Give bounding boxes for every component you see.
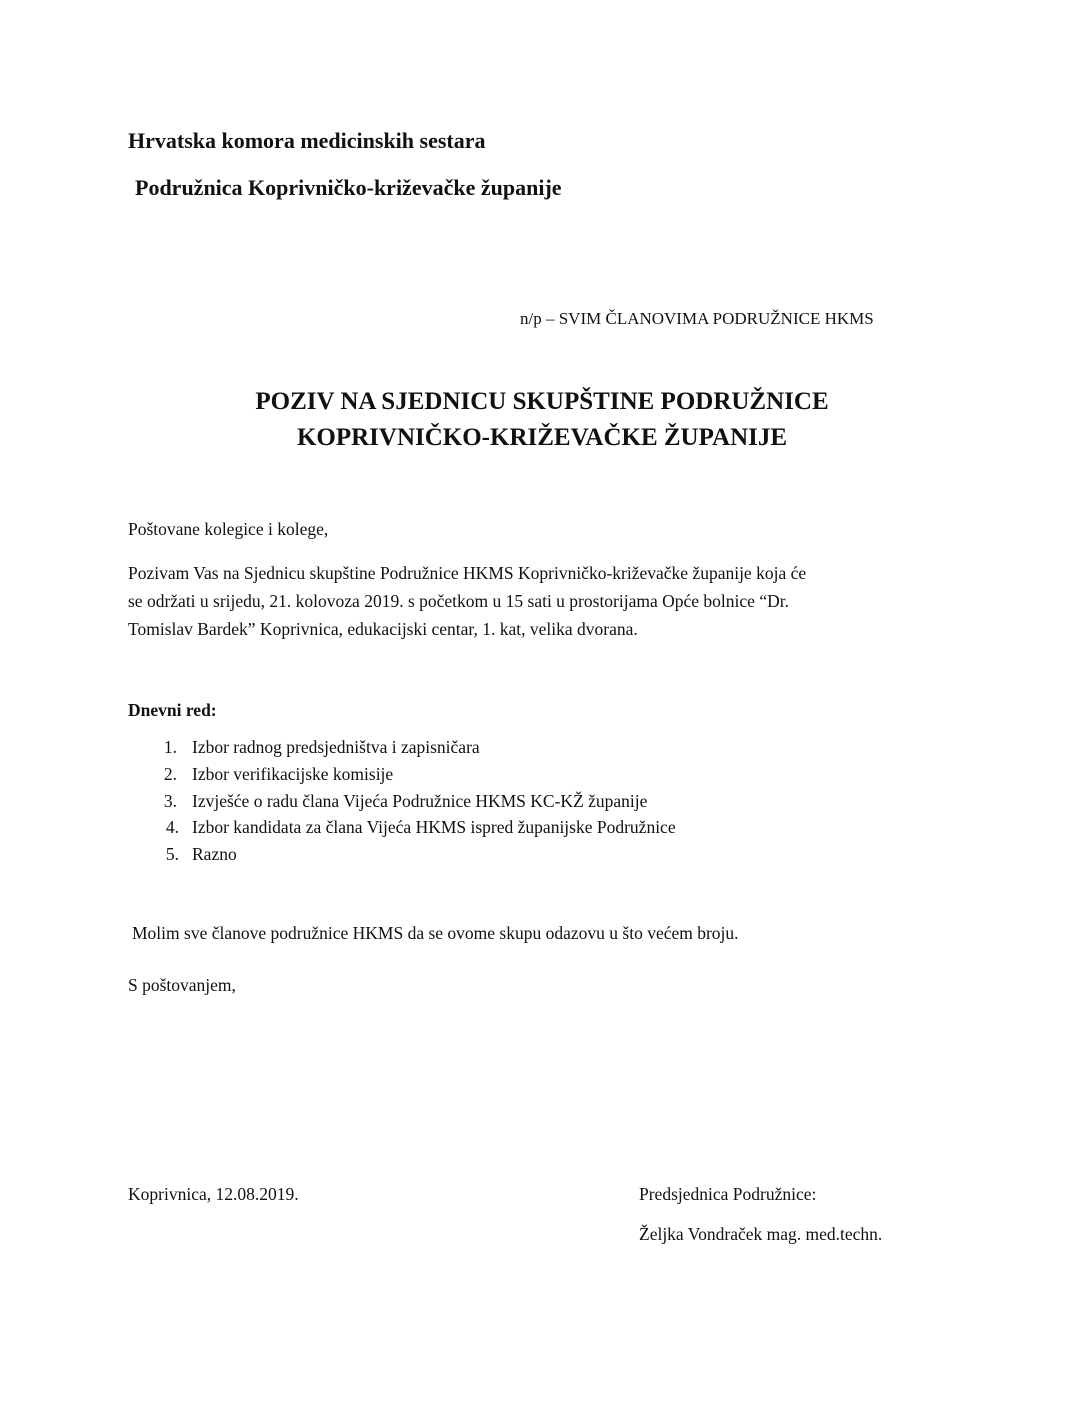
closing-sentence: Molim sve članove podružnice HKMS da se ovome skupu odazovu u što većem broju. [132, 923, 739, 943]
agenda-item-number: 1. [163, 737, 177, 757]
agenda-item-text: Izvješće o radu člana Vijeća Podružnice HKMS KC-KŽ županije [192, 791, 648, 811]
agenda-item-number: 5. [165, 844, 179, 864]
body-text-line-2: se održati u srijedu, 21. kolovoza 2019. s početkom u 15 sati u prostorijama Opće bolnice “Dr. [128, 591, 789, 611]
salutation: Poštovane kolegice i kolege, [128, 519, 329, 539]
agenda-item-number: 2. [163, 764, 177, 784]
signatory-name: Željka Vondraček mag. med.techn. [639, 1224, 883, 1244]
agenda-item-text: Izbor radnog predsjedništva i zapisničara [192, 737, 480, 757]
document-title-line-2: KOPRIVNIČKO-KRIŽEVAČKE ŽUPANIJE [296, 424, 788, 451]
recipient-line: n/p – SVIM ČLANOVIMA PODRUŽNICE HKMS [520, 309, 874, 328]
place-and-date: Koprivnica, 12.08.2019. [128, 1184, 299, 1204]
body-text-line-3: Tomislav Bardek” Koprivnica, edukacijski centar, 1. kat, velika dvorana. [128, 619, 638, 639]
agenda-item-text: Izbor verifikacijske komisije [192, 764, 394, 784]
organization-name: Hrvatska komora medicinskih sestara [128, 128, 486, 153]
document-title-line-1: POZIV NA SJEDNICU SKUPŠTINE PODRUŽNICE [255, 388, 829, 415]
regards: S poštovanjem, [128, 975, 236, 995]
agenda-item-text: Izbor kandidata za člana Vijeća HKMS ispred županijske Podružnice [192, 817, 676, 837]
agenda-heading: Dnevni red: [128, 700, 217, 720]
agenda-item-text: Razno [192, 844, 237, 864]
body-text-line-1: Pozivam Vas na Sjednicu skupštine Podružnice HKMS Koprivničko-križevačke županije koja će [128, 563, 807, 583]
agenda-item-number: 4. [165, 817, 179, 837]
agenda-item-number: 3. [163, 791, 177, 811]
signatory-role: Predsjednica Podružnice: [639, 1184, 817, 1204]
branch-name: Podružnica Koprivničko-križevačke županije [135, 175, 562, 200]
